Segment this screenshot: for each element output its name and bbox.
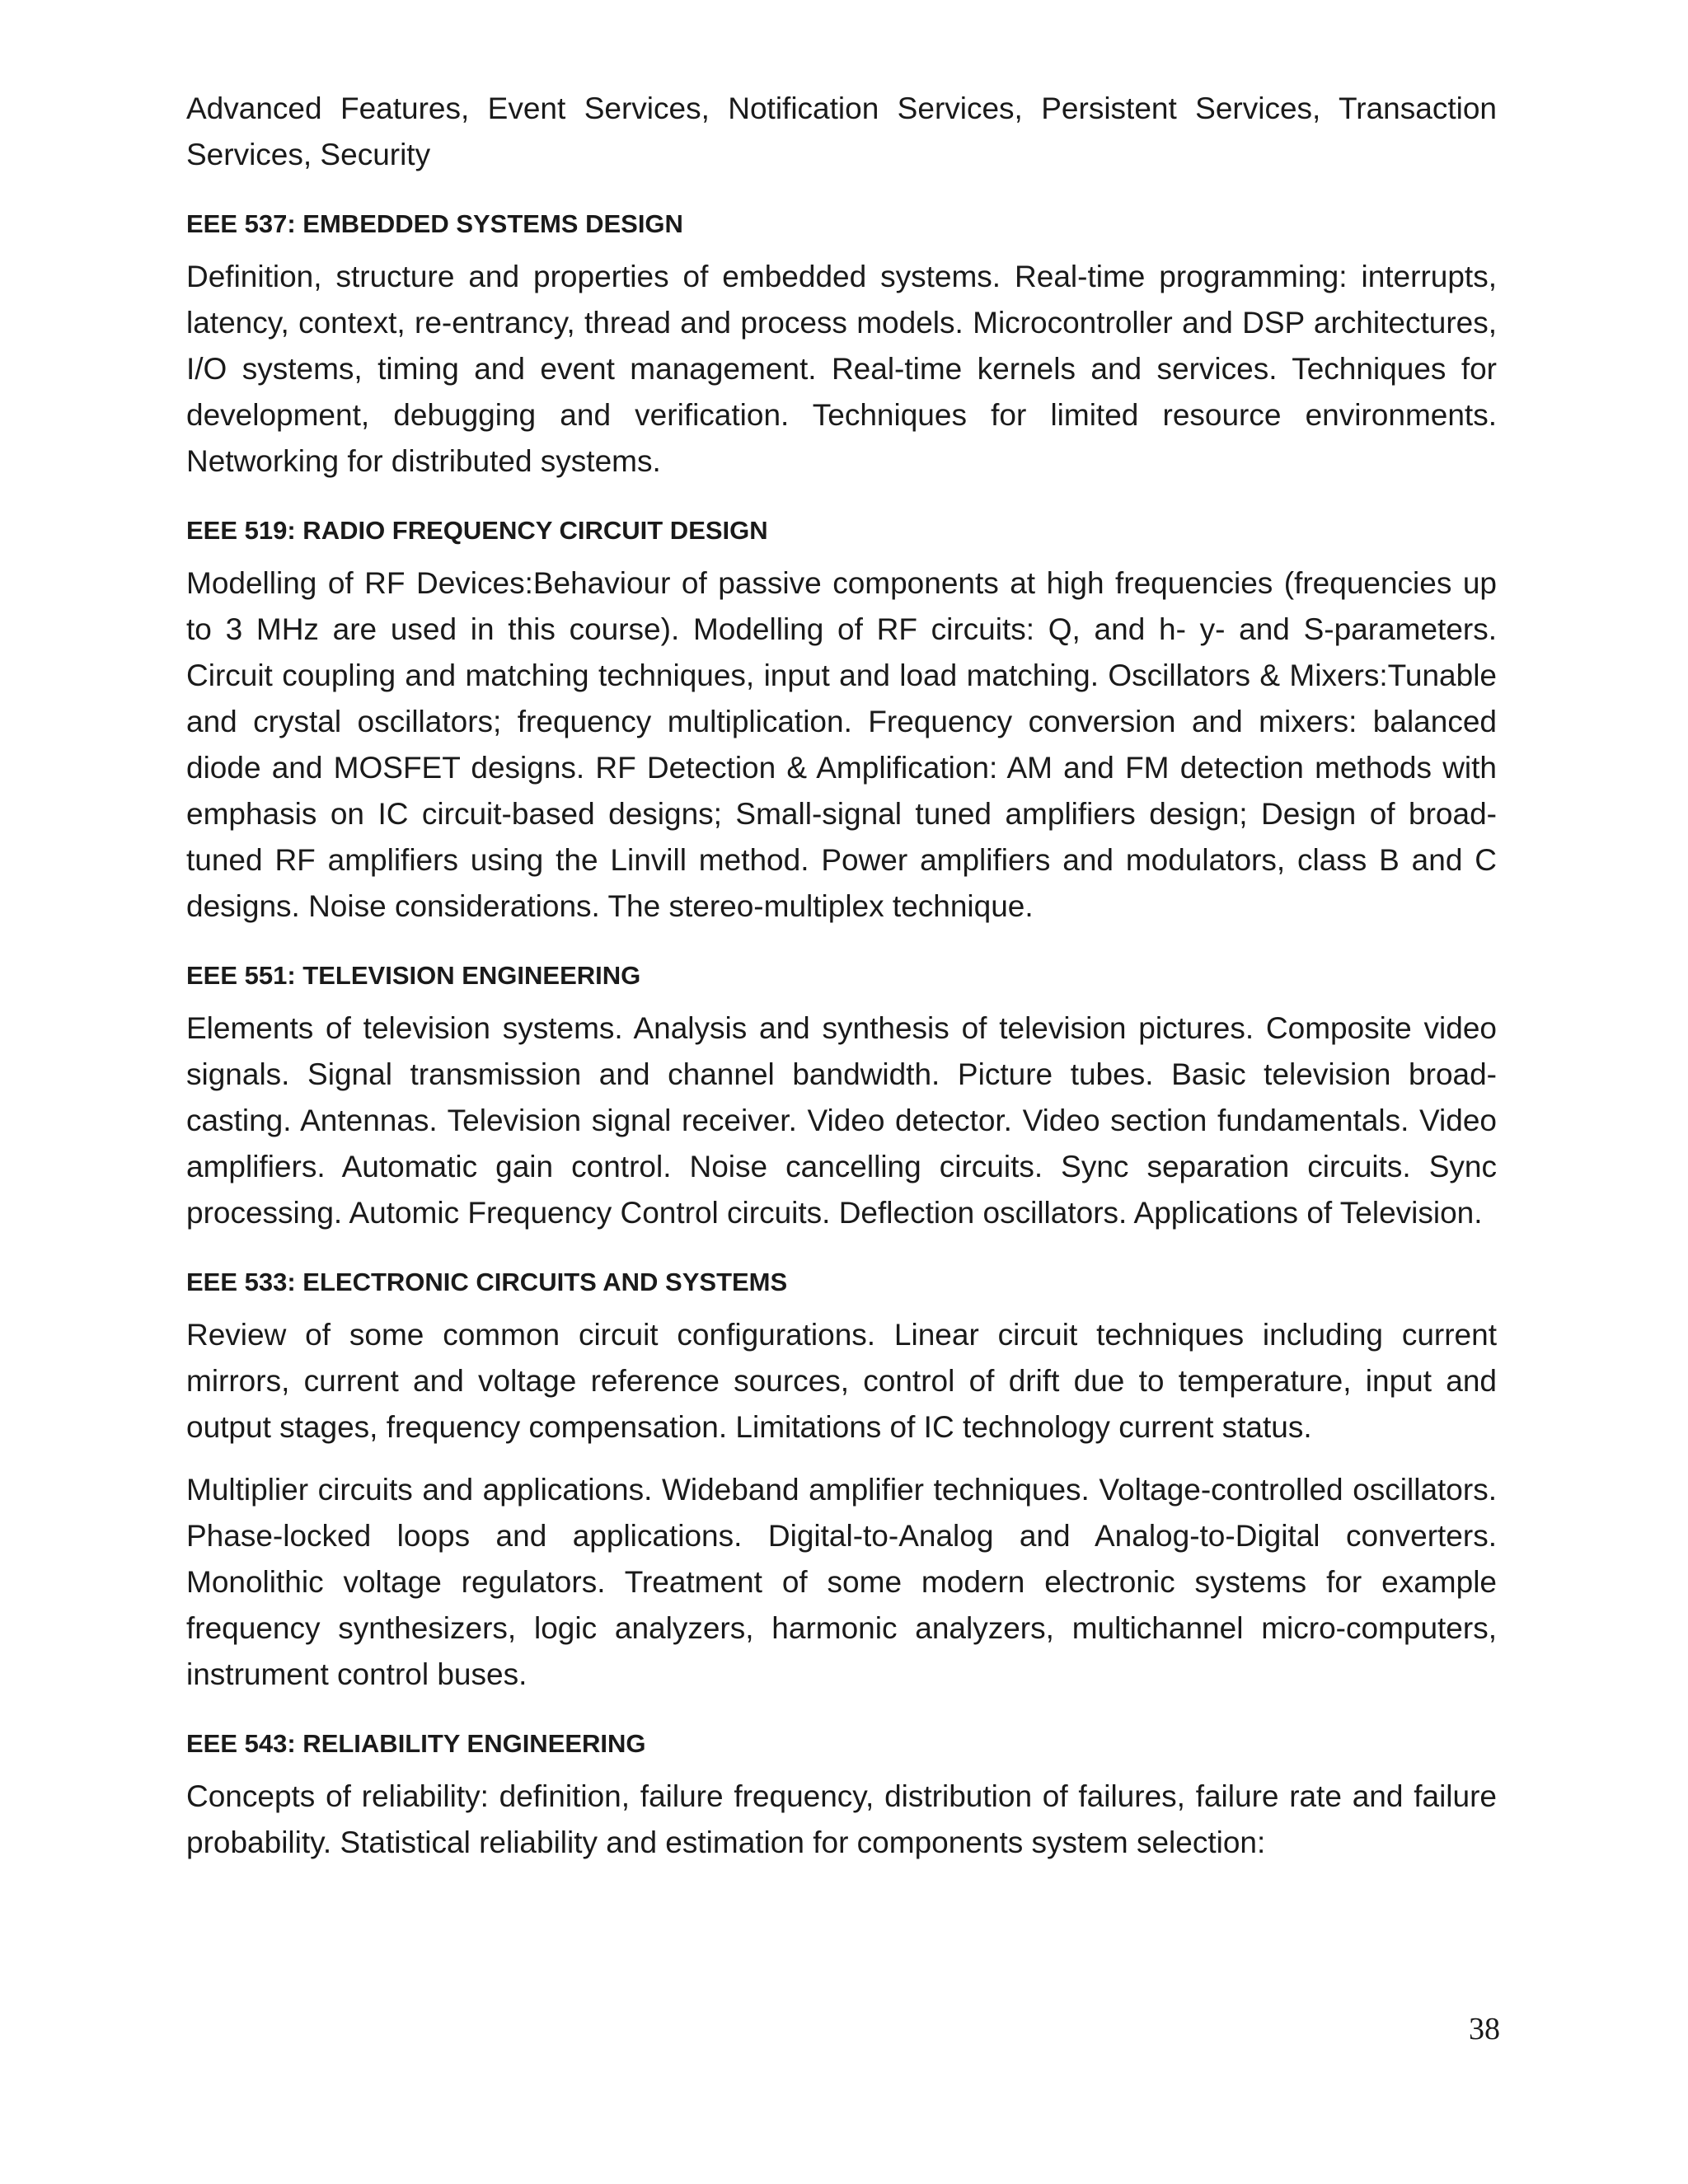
section-heading-eee533: EEE 533: ELECTRONIC CIRCUITS AND SYSTEMS — [186, 1268, 788, 1296]
section-paragraph-eee519: Modelling of RF Devices:Behaviour of passive components at high frequencies (frequencies up to 3 MHz are used in this course). Modelling of RF circuits: Q, and h- y- and S-parameters. Circuit coupling and matching techniques, input and load matching. Oscillators & Mixers:Tunable and crystal oscillators; frequency multiplication. Frequency conversion and mixers: balanced diode and MOSFET designs. RF Detection & Amplification: AM and FM detection methods with emphasis on IC circuit-based designs; Small-signal tuned amplifiers design; Design of broad-tuned RF amplifiers using the Linvill method. Power amplifiers and modulators, class B and C designs. Noise considerations. The stereo-multiplex technique. — [186, 566, 1497, 923]
document-page — [186, 86, 1497, 1882]
section-paragraph-eee551: Elements of television systems. Analysis and synthesis of television pictures. Composite video signals. Signal transmission and channel bandwidth. Picture tubes. Basic television broad-casting. Antennas. Television signal receiver. Video detector. Video section fundamentals. Video amplifiers. Automatic gain control. Noise cancelling circuits. Sync separation circuits. Sync processing. Automic Frequency Control circuits. Deflection oscillators. Applications of Television. — [186, 1011, 1497, 1230]
page-number: 38 — [1469, 2012, 1500, 2046]
section-heading-eee543: EEE 543: RELIABILITY ENGINEERING — [186, 1729, 646, 1758]
intro-paragraph: Advanced Features, Event Services, Notification Services, Persistent Services, Transaction Services, Security — [186, 91, 1497, 171]
section-paragraph-eee543: Concepts of reliability: definition, failure frequency, distribution of failures, failure rate and failure probability. Statistical reliability and estimation for components system selection: — [186, 1779, 1497, 1859]
section-paragraph-eee533-2: Multiplier circuits and applications. Wideband amplifier techniques. Voltage-controlled oscillators. Phase-locked loops and applications. Digital-to-Analog and Analog-to-Digital converters. Monolithic voltage regulators. Treatment of some modern electronic systems for example frequency synthesizers, logic analyzers, harmonic analyzers, multichannel micro-computers, instrument control buses. — [186, 1473, 1497, 1691]
section-heading-eee537: EEE 537: EMBEDDED SYSTEMS DESIGN — [186, 209, 683, 238]
section-heading-eee551: EEE 551: TELEVISION ENGINEERING — [186, 961, 641, 990]
section-paragraph-eee537: Definition, structure and properties of embedded systems. Real-time programming: interrupts, latency, context, re-entrancy, thread and process models. Microcontroller and DSP architectures, I/O systems, timing and event management. Real-time kernels and services. Techniques for development, debugging and verification. Techniques for limited resource environments. Networking for distributed systems. — [186, 260, 1497, 478]
section-paragraph-eee533-1: Review of some common circuit configurations. Linear circuit techniques including current mirrors, current and voltage reference sources, control of drift due to temperature, input and output stages, frequency compensation. Limitations of IC technology current status. — [186, 1318, 1497, 1444]
section-heading-eee519: EEE 519: RADIO FREQUENCY CIRCUIT DESIGN — [186, 516, 768, 545]
